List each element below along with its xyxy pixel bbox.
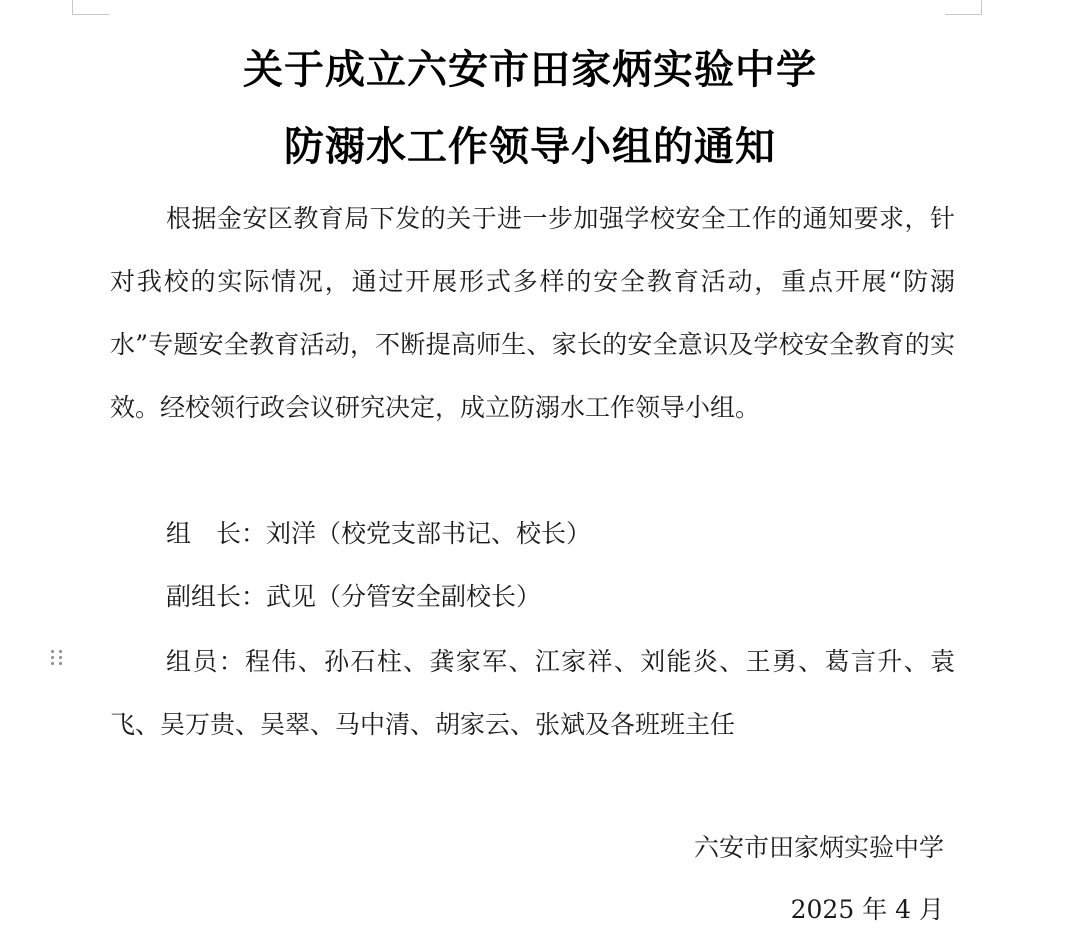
- group-leader-label: 组 长：: [166, 519, 267, 548]
- deputy-leader-label: 副组长：: [166, 582, 267, 611]
- group-members-value: 程伟、孙石柱、龚家军、江家祥、刘能炎、王勇、葛言升、袁飞、吴万贵、吴翠、马中清、胡家云、张斌及各班班主任: [110, 647, 955, 739]
- crop-mark-top-left: [72, 0, 109, 15]
- deputy-leader-value: 武见（分管安全副校长）: [266, 582, 542, 611]
- group-members-line[interactable]: [110, 630, 955, 756]
- deputy-leader-line[interactable]: [110, 565, 955, 628]
- document-title-line-1: 关于成立六安市田家炳实验中学: [243, 47, 817, 93]
- document-title-line-2: 防溺水工作领导小组的通知: [284, 124, 776, 170]
- crop-mark-top-right: [945, 0, 982, 15]
- signature-organization[interactable]: 六安市田家炳实验中学: [693, 833, 944, 862]
- notice-paragraph[interactable]: 根据金安区教育局下发的关于进一步加强学校安全工作的通知要求，针对我校的实际情况，通过开展形式多样的安全教育活动，重点开展“防溺水”专题安全教育活动，不断提高师生、家长的安全意识及学校安全教育的实效。经校领行政会议研究决定，成立防溺水工作领导小组。: [110, 204, 955, 422]
- group-leader-line[interactable]: [110, 502, 955, 565]
- group-leader-value: 刘洋（校党支部书记、校长）: [266, 519, 592, 548]
- group-members-label: 组员：: [166, 647, 246, 676]
- signature-date[interactable]: 2025 年 4 月: [790, 895, 944, 924]
- drag-handle-icon[interactable]: [51, 649, 63, 667]
